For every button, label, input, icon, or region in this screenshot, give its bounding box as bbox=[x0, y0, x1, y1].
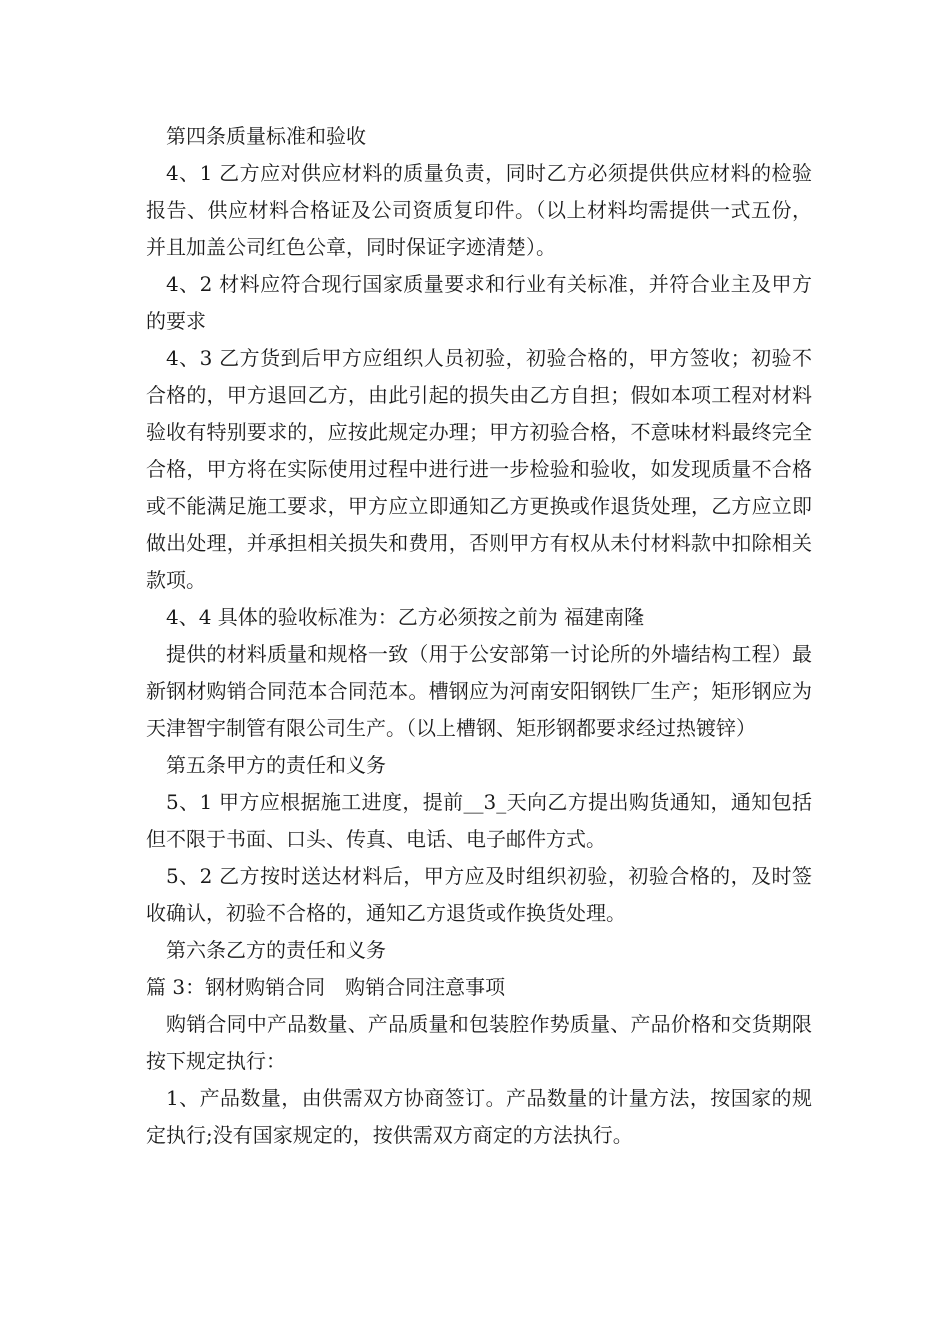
section-heading-4: 第四条质量标准和验收 bbox=[166, 124, 366, 148]
intro-paragraph: 购销合同中产品数量、产品质量和包装腔作势质量、产品价格和交货期限按下规定执行： bbox=[146, 1012, 812, 1073]
section-heading-5: 第五条甲方的责任和义务 bbox=[166, 753, 386, 777]
item-1-quantity: 1、产品数量，由供需双方协商签订。产品数量的计量方法，按国家的规定执行;没有国家规定的，按供需双方商定的方法执行。 bbox=[146, 1086, 812, 1147]
clause-4-4: 4、4 具体的验收标准为：乙方必须按之前为 福建南隆 bbox=[166, 605, 645, 629]
clause-4-1: 4、1 乙方应对供应材料的质量负责，同时乙方必须提供供应材料的检验报告、供应材料合格证及公司资质复印件。（以上材料均需提供一式五份，并且加盖公司红色公章，同时保证字迹清楚）。 bbox=[146, 161, 812, 259]
article-title-3: 篇 3：钢材购销合同 购销合同注意事项 bbox=[146, 975, 506, 999]
clause-4-2: 4、2 材料应符合现行国家质量要求和行业有关标准，并符合业主及甲方的要求 bbox=[146, 272, 812, 333]
clause-4-4-continued: 提供的材料质量和规格一致（用于公安部第一讨论所的外墙结构工程）最新钢材购销合同范本合同范本。槽钢应为河南安阳钢铁厂生产；矩形钢应为天津智宇制管有限公司生产。（以上槽钢、矩形钢都要求经过热镀锌） bbox=[146, 642, 812, 740]
section-heading-6: 第六条乙方的责任和义务 bbox=[166, 938, 386, 962]
document-body bbox=[146, 118, 812, 1154]
clause-5-2: 5、2 乙方按时送达材料后，甲方应及时组织初验，初验合格的，及时签收确认，初验不合格的，通知乙方退货或作换货处理。 bbox=[146, 864, 812, 925]
clause-5-1: 5、1 甲方应根据施工进度，提前__3_天向乙方提出购货通知，通知包括但不限于书面、口头、传真、电话、电子邮件方式。 bbox=[146, 790, 812, 851]
clause-4-3: 4、3 乙方货到后甲方应组织人员初验，初验合格的，甲方签收；初验不合格的，甲方退回乙方，由此引起的损失由乙方自担；假如本项工程对材料验收有特别要求的，应按此规定办理；甲方初验合格，不意味材料最终完全合格，甲方将在实际使用过程中进行进一步检验和验收，如发现质量不合格或不能满足施工要求，甲方应立即通知乙方更换或作退货处理，乙方应立即做出处理，并承担相关损失和费用，否则甲方有权从未付材料款中扣除相关款项。 bbox=[146, 346, 812, 592]
